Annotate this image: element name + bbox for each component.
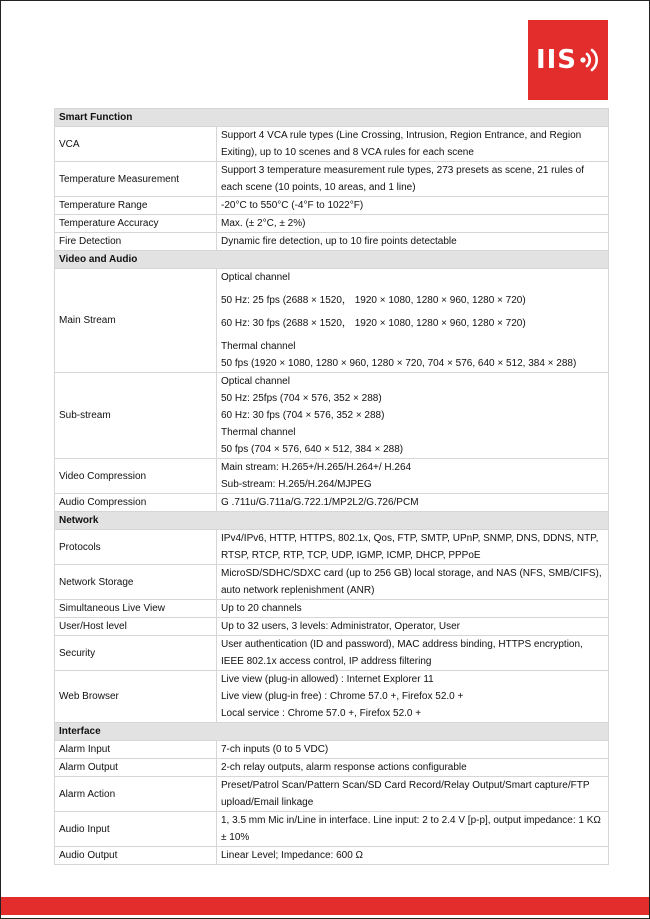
spec-line: Max. (± 2°C, ± 2%)	[221, 218, 306, 229]
spec-value	[217, 741, 609, 759]
spec-label: Network Storage	[55, 565, 217, 600]
spec-label: Main Stream	[55, 269, 217, 373]
wireless-signal-icon	[580, 47, 600, 73]
spec-line: 50 Hz: 25 fps (2688 × 1520， 1920 × 1080, 1280 × 960, 1280 × 720)	[221, 295, 526, 306]
table-row	[55, 741, 609, 759]
table-row	[55, 847, 609, 865]
spec-line: 50 Hz: 25fps (704 × 576, 352 × 288)	[221, 393, 382, 404]
brand-logo	[528, 20, 608, 100]
spec-value	[217, 269, 609, 373]
spec-value	[217, 671, 609, 723]
spec-label: User/Host level	[55, 618, 217, 636]
spec-label: Audio Compression	[55, 494, 217, 512]
spec-line: Up to 20 channels	[221, 603, 302, 614]
logo-text: IIS	[535, 45, 578, 75]
table-row	[55, 671, 609, 723]
spec-value	[217, 530, 609, 565]
spec-line: Main stream: H.265+/H.265/H.264+/ H.264	[221, 462, 412, 473]
footer-accent-bar	[1, 897, 649, 915]
spec-label: Audio Output	[55, 847, 217, 865]
spec-label: Sub-stream	[55, 373, 217, 459]
spec-line: -20°C to 550°C (-4°F to 1022°F)	[221, 200, 364, 211]
spec-line: 50 fps (704 × 576, 640 × 512, 384 × 288)	[221, 444, 404, 455]
spec-table	[54, 108, 609, 865]
spec-line: Linear Level; Impedance: 600 Ω	[221, 850, 364, 861]
table-row	[55, 269, 609, 373]
table-row	[55, 565, 609, 600]
spec-value	[217, 215, 609, 233]
spec-label: Simultaneous Live View	[55, 600, 217, 618]
spec-line: Optical channel	[221, 376, 290, 387]
spec-line: Local service : Chrome 57.0 +, Firefox 52.0 +	[221, 708, 422, 719]
table-row	[55, 812, 609, 847]
table-row	[55, 373, 609, 459]
spec-value	[217, 618, 609, 636]
spec-line: MicroSD/SDHC/SDXC card (up to 256 GB) local storage, and NAS (NFS, SMB/CIFS), auto network replenishment (ANR)	[221, 568, 602, 596]
spec-value	[217, 197, 609, 215]
spec-label: Alarm Action	[55, 777, 217, 812]
table-row	[55, 459, 609, 494]
spec-line: User authentication (ID and password), MAC address binding, HTTPS encryption, IEEE 802.1x access control, IP address filtering	[221, 639, 583, 667]
spec-label: Temperature Range	[55, 197, 217, 215]
spec-line: IPv4/IPv6, HTTP, HTTPS, 802.1x, Qos, FTP, SMTP, UPnP, SNMP, DNS, DDNS, NTP, RTSP, RTCP, RTP, TCP, UDP, IGMP, ICMP, DHCP, PPPoE	[221, 533, 599, 561]
table-row	[55, 127, 609, 162]
spec-line: Thermal channel	[221, 427, 296, 438]
spec-label: Temperature Accuracy	[55, 215, 217, 233]
section-title-video-audio: Video and Audio	[55, 251, 609, 269]
spec-value	[217, 812, 609, 847]
spec-label: Security	[55, 636, 217, 671]
spec-value	[217, 233, 609, 251]
spec-label: Temperature Measurement	[55, 162, 217, 197]
spec-label: Protocols	[55, 530, 217, 565]
table-row	[55, 777, 609, 812]
spec-line: Optical channel	[221, 272, 290, 283]
spec-label: Audio Input	[55, 812, 217, 847]
table-row	[55, 233, 609, 251]
spec-label: Fire Detection	[55, 233, 217, 251]
table-row	[55, 759, 609, 777]
table-row	[55, 162, 609, 197]
section-row	[55, 512, 609, 530]
spec-line: 2-ch relay outputs, alarm response actions configurable	[221, 762, 467, 773]
spec-line: Dynamic fire detection, up to 10 fire points detectable	[221, 236, 457, 247]
spec-label: Alarm Output	[55, 759, 217, 777]
spec-line: 60 Hz: 30 fps (704 × 576, 352 × 288)	[221, 410, 385, 421]
spec-value	[217, 373, 609, 459]
spec-value	[217, 777, 609, 812]
table-row	[55, 494, 609, 512]
spec-value	[217, 600, 609, 618]
spec-value	[217, 162, 609, 197]
spec-line: Live view (plug-in free) : Chrome 57.0 +, Firefox 52.0 +	[221, 691, 464, 702]
table-row	[55, 197, 609, 215]
section-title-smart-function: Smart Function	[55, 109, 609, 127]
table-row	[55, 600, 609, 618]
section-title-network: Network	[55, 512, 609, 530]
spec-value	[217, 847, 609, 865]
table-row	[55, 215, 609, 233]
spec-line: Support 3 temperature measurement rule types, 273 presets as scene, 21 rules of each scene (10 points, 10 areas, and 1 line)	[221, 165, 584, 193]
spec-line: 50 fps (1920 × 1080, 1280 × 960, 1280 × 720, 704 × 576, 640 × 512, 384 × 288)	[221, 358, 577, 369]
spec-label: Video Compression	[55, 459, 217, 494]
table-row	[55, 530, 609, 565]
spec-line: 60 Hz: 30 fps (2688 × 1520， 1920 × 1080, 1280 × 960, 1280 × 720)	[221, 318, 526, 329]
spec-value	[217, 565, 609, 600]
section-row	[55, 723, 609, 741]
spec-value	[217, 127, 609, 162]
spec-line: 1, 3.5 mm Mic in/Line in interface. Line input: 2 to 2.4 V [p-p], output impedance: 1 KΩ ± 10%	[221, 815, 601, 843]
spec-value	[217, 636, 609, 671]
spec-line: Live view (plug-in allowed) : Internet Explorer 11	[221, 674, 434, 685]
table-row	[55, 636, 609, 671]
section-row	[55, 251, 609, 269]
spec-line: Up to 32 users, 3 levels: Administrator, Operator, User	[221, 621, 460, 632]
section-row	[55, 109, 609, 127]
spec-label: Web Browser	[55, 671, 217, 723]
spec-line: G .711u/G.711a/G.722.1/MP2L2/G.726/PCM	[221, 497, 419, 508]
spec-label: VCA	[55, 127, 217, 162]
spec-label: Alarm Input	[55, 741, 217, 759]
section-title-interface: Interface	[55, 723, 609, 741]
spec-value	[217, 759, 609, 777]
spec-line: Support 4 VCA rule types (Line Crossing, Intrusion, Region Entrance, and Region Exiting), up to 10 scenes and 8 VCA rules for each scene	[221, 130, 582, 158]
spec-line: 7-ch inputs (0 to 5 VDC)	[221, 744, 329, 755]
spec-value	[217, 494, 609, 512]
spec-line: Thermal channel	[221, 341, 296, 352]
spec-value	[217, 459, 609, 494]
spec-line: Sub-stream: H.265/H.264/MJPEG	[221, 479, 372, 490]
table-row	[55, 618, 609, 636]
spec-line: Preset/Patrol Scan/Pattern Scan/SD Card Record/Relay Output/Smart capture/FTP upload/Email linkage	[221, 780, 590, 808]
